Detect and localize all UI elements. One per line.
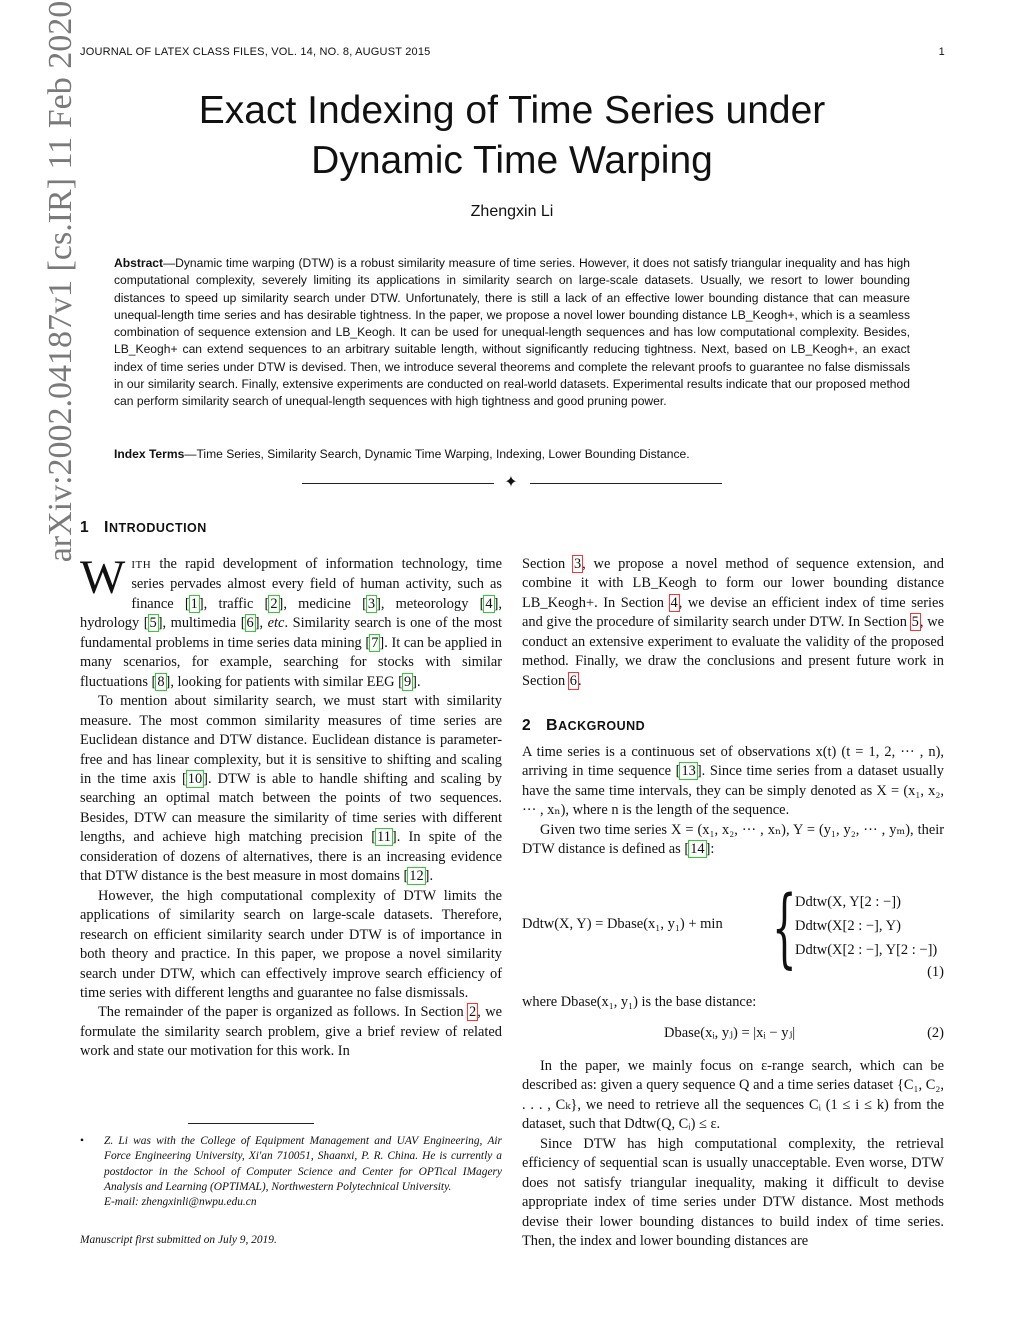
submission-note: Manuscript first submitted on July 9, 2019. [80,1234,277,1246]
text-span: , we devise an efficient index of time series and give the procedure of similarity search under DTW. In Section [522,594,945,631]
section-heading-introduction [80,519,207,537]
abstract-text: —Dynamic time warping (DTW) is a robust similarity measure of time series. However, it does not satisfy triangular inequality and has high computational complexity, severely limiting its applications in similarity search on large-scale datasets. Usually, we resort to lower bounding distances to speed up similarity search under DTW. Unfortunately, there is still a lack of an effective lower bounding distance that can measure unequal-length time series and has desirable tightness. In the paper, we propose a novel lower bounding distance LB_Keogh+, which is a seamless combination of sequence extension and LB_Keogh. It can be used for unequal-length sequences and has low computational complexity. Besides, LB_Keogh+ can extend sequences to an arbitrary suitable length, without significantly reducing tightness. Next, based on LB_Keogh+, an exact index of time series under DTW is devised. Then, we introduce several theorems and complete the relevant proofs to guarantee no false dismissals in our similarity search. Finally, extensive experiments are conducted on real-world datasets. Experimental results indicate that our proposed method can perform similarity search of unequal-length sequences with high tightness and good pruning power. [114,256,910,409]
text-italic: etc [267,615,285,632]
left-brace-icon: { [772,878,797,978]
abstract-label: Abstract [114,256,164,270]
text-span: , we propose a novel method of sequence extension, and combine it with LB_Keogh to form our lower bounding distance LB_Keogh+. In Section [522,556,945,611]
footnote-bullet: • [80,1135,84,1147]
title-line-1: Exact Indexing of Time Series under [198,89,826,132]
footnote-rule [188,1123,314,1124]
footnote-email[interactable]: E-mail: zhengxinli@nwpu.edu.cn [104,1196,257,1209]
text-span: A time series is a continuous set of observations x(t) (t = 1, 2, ··· , n), arriving in time sequence [522,744,944,780]
index-terms [114,446,910,463]
intro-paragraph-4 [80,1003,502,1061]
citation-link[interactable]: 9 [403,673,412,690]
section-link[interactable]: 6 [569,672,577,689]
divider-line-left [302,483,494,484]
arxiv-identifier[interactable]: arXiv:2002.04187v1 [cs.IR] 11 Feb 2020 [42,0,79,563]
intro-paragraph-2: To mention about similarity search, we must start with similarity measure. The most common similarity measures of time series are Euclidean distance and DTW distance. Euclidean distance is parameter-free and has linear complexity, but it is sensitive to shifting and scaling in the time axis [10]. DTW is able to handle shifting and scaling by searching an optimal match between the points of two sequences. Besides, DTW can measure the similarity of time series with different lengths, and achieve high matching precision [11]. In spite of the consideration of dozens of alternatives, there is an increasing evidence that DTW distance is the best measure in most domains [12]. [80,693,502,885]
text-span: , we conduct an extensive experiment to evaluate the validity of the proposed method. Finally, we draw the conclusions and present future work in Section [522,614,944,689]
citation-link[interactable]: 3 [367,595,376,612]
background-paragraph-5: Since DTW has high computational complexity, the retrieval efficiency of sequential scan is usually unacceptable. Even worse, DTW does not satisfy triangular inequality, making it difficult to devise appropriate index of time series under DTW distance. Most methods devise their lower bounding distances to build index of time series. Then, the index and lower bounding distances are [522,1135,944,1250]
text-span: , [259,615,268,632]
citation-link[interactable]: 4 [485,595,493,612]
text-span: : [710,841,715,858]
section-title-rest: NTRODUCTION [108,521,207,535]
citation-link[interactable]: 6 [246,615,254,632]
text-span: . Since time series from a dataset usually have the same time intervals, they can be simply denoted as X = (x₁, x₂, ··· , xₙ), where n is the length of the sequence. [522,763,945,819]
intro-paragraph-4-continued [522,555,944,691]
equation-case: Ddtw(X[2 : −], Y) [795,918,901,934]
equation-number: (2) [927,1025,944,1041]
background-paragraph-3: where Dbase(x₁, y₁) is the base distance: [522,994,757,1010]
footnote-text-block [104,1134,502,1210]
section-divider [302,474,722,494]
paper-title [100,86,924,186]
background-paragraph-1: A time series is a continuous set of observations x(t) (t = 1, 2, ··· , n), arriving in time sequence [13]. Since time series from a dataset usually have the same time intervals, they can be simply denoted as X = (x₁, x₂, ··· , xₙ), where n is the length of the sequence. [522,744,945,819]
equation-case: Ddtw(X, Y[2 : −]) [795,894,901,910]
text-span: . [416,673,421,690]
text-span: , we formulate the similarity search problem, give a brief review of related work and state our motivation for this work. In [80,1004,502,1060]
footnote-affiliation: Z. Li was with the College of Equipment Management and UAV Engineering, Air Force Engineering University, Xi'an 710051, Shaanxi, P. R. China. He is currently a postdoctor in the School of Computer Science and Center for OPTical IMagery Analysis and Learning (OPTIMAL), Northwestern Polytechnical University. [104,1135,502,1193]
section-number: 1 [80,519,90,536]
background-paragraph-4: In the paper, we mainly focus on ε-range search, which can be described as: given a query sequence Q and a time series dataset {C₁, C₂, . . . , Cₖ}, we need to retrieve all the sequences Cᵢ (1 ≤ i ≤ k) from the dataset, such that Ddtw(Q, Cᵢ) ≤ ε. [522,1058,944,1133]
equation-1-cases [795,890,937,962]
journal-name: JOURNAL OF LATEX CLASS FILES, VOL. 14, NO. 8, AUGUST 2015 [80,46,431,58]
section-link[interactable]: 3 [573,556,582,572]
citation-link[interactable]: 5 [149,615,157,632]
text-span: . [429,868,434,885]
text-span: , hydrology [80,595,502,632]
background-paragraph-2: Given two time series X = (x₁, x₂, ··· , xₙ), Y = (y₁, y₂, ··· , yₘ), their DTW distance is defined as [14]: [522,821,944,858]
abstract [114,255,910,411]
citation-link[interactable]: 14 [690,841,705,858]
divider-star-icon: ✦ [504,474,518,491]
section-link[interactable]: 5 [911,614,919,631]
text-span: The remainder of the paper is organized as follows. In Section [98,1004,469,1021]
background-text-3 [522,1057,944,1252]
running-header [80,46,945,58]
section-title-rest: ACKGROUND [558,719,646,733]
citation-link[interactable]: 2 [270,595,278,612]
citation-link[interactable]: 10 [187,770,203,787]
section-title-cap: B [546,717,559,734]
intro-paragraph-3: However, the high computational complexity of DTW limits the applications of similarity search on large-scale datasets. Therefore, research on efficient similarity search under DTW is of importance in both theory and practice. In this paper, we propose a novel similarity search under DTW, which can effectively improve search efficiency of time series with different lengths and guarantee no false dismissals. [80,887,502,1001]
citation-link[interactable]: 1 [190,595,198,612]
text-span: , traffic [203,595,265,612]
text-span: . In spite of the consideration of dozens of alternatives, there is an increasing evidence that DTW distance is the best measure in most domains [80,829,502,885]
section-title-cap: I [104,519,109,536]
dropcap-letter: W [80,551,126,604]
equation-1 [522,878,944,984]
divider-line-right [530,483,722,484]
text-span: Section [522,556,573,572]
left-column [80,551,503,1062]
text-span: Given two time series X = (x₁, x₂, ··· , xₙ), Y = (y₁, y₂, ··· , yₘ), their DTW distance is defined as [522,821,944,858]
intro-paragraph-1: WITH the rapid development of information technology, time series pervades almost every field of human activity, such as finance [1], traffic [2], medicine [3], meteorology [4], hydrology [5], multimedia [6], etc. Similarity search is one of the most fundamental problems in time series data mining [7]. It can be applied in many scenarios, for example, searching for stocks with similar fluctuations [8], looking for patients with similar EEG [9]. [80,551,503,690]
background-text-1 [522,743,944,860]
author-footnote [80,1134,502,1210]
smallcaps-word: ITH [131,559,152,571]
citation-link[interactable]: 11 [377,829,391,846]
title-line-2: Dynamic Time Warping [311,139,713,182]
text-span: , looking for patients with similar EEG [170,673,399,690]
equation-number: (1) [927,964,944,980]
section-link[interactable]: 2 [469,1004,477,1021]
section-heading-background [522,717,645,735]
equation-case: Ddtw(X[2 : −], Y[2 : −]) [795,942,938,958]
text-span: , multimedia [162,615,241,632]
index-terms-label: Index Terms [114,447,185,461]
index-terms-text: —Time Series, Similarity Search, Dynamic Time Warping, Indexing, Lower Bounding Distance. [184,447,690,461]
text-span: . It can be applied in many scenarios, for example, searching for stocks with similar fluctuations [80,634,503,690]
text-span: . [577,672,582,689]
citation-link[interactable]: 8 [157,673,165,690]
author-name: Zhengxin Li [470,203,554,220]
page-number: 1 [938,46,945,58]
background-text-2 [522,993,944,1012]
text-span: , medicine [283,595,363,612]
equation-2-body: Dbase(xᵢ, yⱼ) = |xᵢ − yⱼ| [664,1025,796,1041]
citation-link[interactable]: 7 [371,634,379,651]
citation-link[interactable]: 13 [681,763,696,780]
text-span: , meteorology [380,595,480,612]
right-column-intro-continued [522,555,944,691]
citation-link[interactable]: 12 [409,868,424,885]
section-link[interactable]: 4 [670,594,678,611]
text-span: . DTW is able to handle shifting and scaling by searching an optimal match between the points of two sequences. Besides, DTW can measure the similarity of time series with different lengths, and achieve high matching precision [80,770,502,846]
text-span: . Similarity search is one of the most fundamental problems in time series data mining [80,615,503,651]
section-number: 2 [522,717,532,734]
text-span: To mention about similarity search, we must start with similarity measure. The most common similarity measures of time series are Euclidean distance and DTW distance. Euclidean distance is parameter-free and has linear complexity, but it is sensitive to shifting and scaling in the time axis [80,693,502,787]
text-span: the rapid development of information technology, time series pervades almost every field of human activity, such as finance [131,556,502,612]
equation-1-lhs: Ddtw(X, Y) = Dbase(x₁, y₁) + min [522,916,723,932]
